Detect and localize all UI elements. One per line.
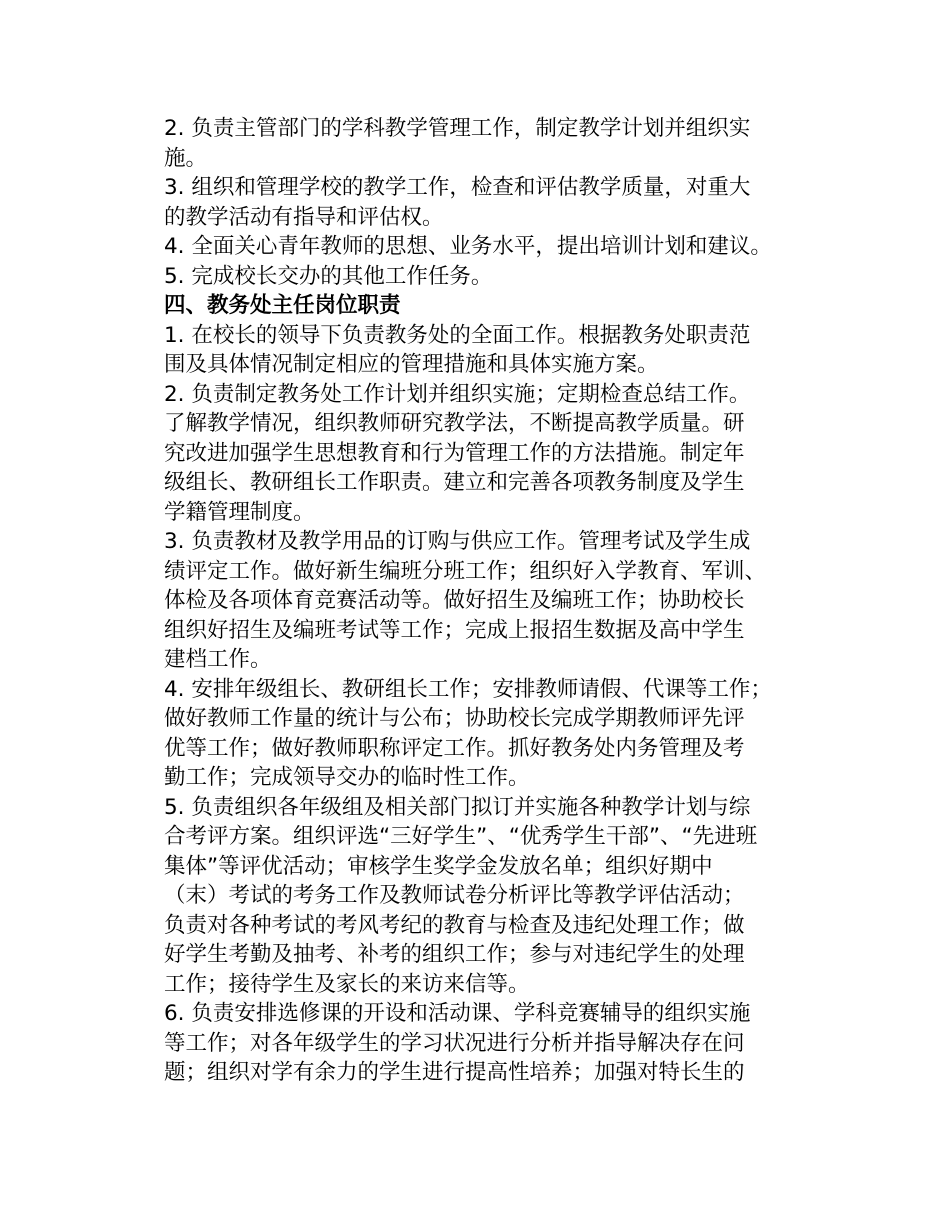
- text-line: 围及具体情况制定相应的管理措施和具体实施方案。: [164, 352, 659, 377]
- text-line: 绩评定工作。做好新生编班分班工作；组织好入学教育、军训、: [164, 558, 767, 584]
- text-line: 工作；接待学生及家长的来访来信等。: [164, 971, 530, 997]
- text-line: 好学生考勤及抽考、补考的组织工作；参与对违纪学生的处理: [164, 942, 745, 967]
- text-line: 集体”等评优活动；审核学生奖学金发放名单；组织好期中: [164, 853, 713, 879]
- text-line: 3. 负责教材及教学用品的订购与供应工作。管理考试及学生成: [164, 529, 751, 554]
- text-line: 3. 组织和管理学校的教学工作，检查和评估教学质量，对重大: [164, 175, 751, 200]
- text-line: 合考评方案。组织评选“三好学生”、“优秀学生干部”、“先进班: [164, 824, 758, 849]
- text-line: 优等工作；做好教师职称评定工作。抓好教务处内务管理及考: [164, 735, 745, 761]
- text-line: 的教学活动有指导和评估权。: [164, 204, 444, 230]
- text-line: 等工作；对各年级学生的学习状况进行分析并指导解决存在问: [164, 1030, 745, 1056]
- text-line: 6. 负责安排选修课的开设和活动课、学科竞赛辅导的组织实施: [164, 1001, 751, 1026]
- document-body: [164, 114, 780, 1088]
- text-line: 施。: [164, 145, 208, 171]
- text-line: 究改进加强学生思想教育和行为管理工作的方法措施。制定年: [164, 440, 745, 466]
- text-line: 题；组织对学有余力的学生进行提高性培养；加强对特长生的: [164, 1060, 745, 1085]
- text-line: 负责对各种考试的考风考纪的教育与检查及违纪处理工作；做: [164, 912, 745, 938]
- text-line: 4. 安排年级组长、教研组长工作；安排教师请假、代课等工作；: [164, 676, 772, 702]
- text-line: 建档工作。: [164, 647, 272, 672]
- text-line: （末）考试的考务工作及教师试卷分析评比等教学评估活动；: [164, 883, 745, 908]
- text-line: 级组长、教研组长工作职责。建立和完善各项教务制度及学生: [164, 470, 745, 495]
- text-line: 5. 负责组织各年级组及相关部门拟订并实施各种教学计划与综: [164, 794, 751, 820]
- text-line: 4. 全面关心青年教师的思想、业务水平，提出培训计划和建议。: [164, 234, 772, 259]
- text-line: 学籍管理制度。: [164, 499, 315, 525]
- text-line: 5. 完成校长交办的其他工作任务。: [164, 263, 493, 289]
- text-line: 组织好招生及编班考试等工作；完成上报招生数据及高中学生: [164, 617, 745, 643]
- section-heading: 四、教务处主任岗位职责: [164, 293, 401, 318]
- text-line: 做好教师工作量的统计与公布；协助校长完成学期教师评先评: [164, 706, 745, 731]
- text-line: 勤工作；完成领导交办的临时性工作。: [164, 765, 530, 790]
- text-line: 1. 在校长的领导下负责教务处的全面工作。根据教务处职责范: [164, 322, 751, 348]
- text-line: 了解教学情况，组织教师研究教学法，不断提高教学质量。研: [164, 411, 745, 436]
- text-line: 2. 负责主管部门的学科教学管理工作，制定教学计划并组织实: [164, 116, 751, 141]
- text-line: 体检及各项体育竞赛活动等。做好招生及编班工作；协助校长: [164, 588, 745, 613]
- text-line: 2. 负责制定教务处工作计划并组织实施；定期检查总结工作。: [164, 381, 751, 407]
